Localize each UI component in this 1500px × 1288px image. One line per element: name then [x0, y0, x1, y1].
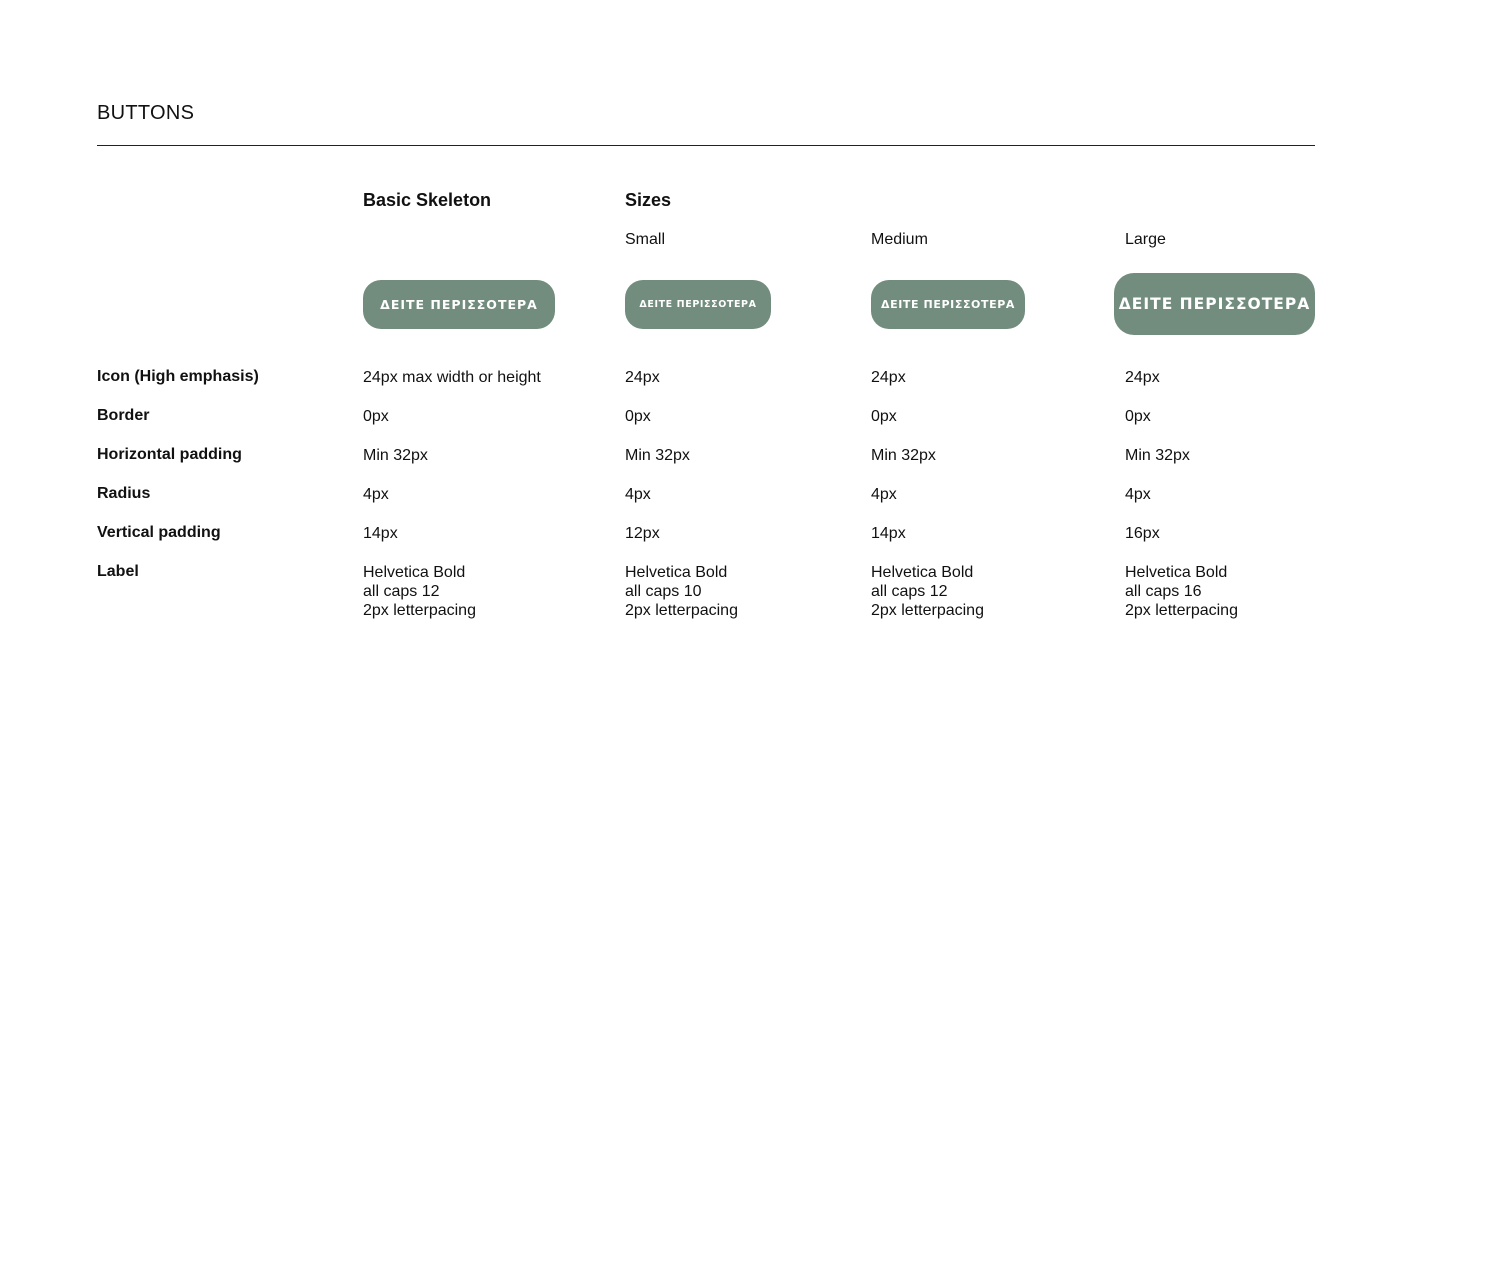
- row-label-radius: Radius: [97, 485, 151, 502]
- label-small-font: Helvetica Bold: [625, 564, 728, 581]
- title-divider: [97, 145, 1315, 146]
- small-button[interactable]: ΔΕΙΤΕ ΠΕΡΙΣΣΟΤΕΡΑ: [625, 280, 771, 329]
- size-label-large: Large: [1125, 231, 1166, 248]
- icon-medium-value: 24px: [871, 369, 906, 386]
- icon-small-value: 24px: [625, 369, 660, 386]
- vertical-padding-basic-value: 14px: [363, 525, 398, 542]
- horizontal-padding-basic-value: Min 32px: [363, 447, 428, 464]
- size-label-medium: Medium: [871, 231, 928, 248]
- basic-skeleton-heading: Basic Skeleton: [363, 190, 492, 210]
- vertical-padding-large-value: 16px: [1125, 525, 1160, 542]
- radius-large-value: 4px: [1125, 486, 1151, 503]
- label-basic-font: Helvetica Bold: [363, 564, 466, 581]
- row-label-label: Label: [97, 563, 139, 580]
- label-basic-caps: all caps 12: [363, 583, 440, 600]
- label-basic-value: [363, 563, 476, 620]
- horizontal-padding-small-value: Min 32px: [625, 447, 690, 464]
- row-label-border: Border: [97, 407, 150, 424]
- horizontal-padding-large-value: Min 32px: [1125, 447, 1190, 464]
- radius-medium-value: 4px: [871, 486, 897, 503]
- label-small-spacing: 2px letterpacing: [625, 602, 738, 619]
- icon-large-value: 24px: [1125, 369, 1160, 386]
- label-large-value: [1125, 563, 1238, 620]
- sizes-heading: Sizes: [625, 190, 672, 210]
- label-medium-value: [871, 563, 984, 620]
- vertical-padding-medium-value: 14px: [871, 525, 906, 542]
- row-label-horizontal-padding: Horizontal padding: [97, 446, 242, 463]
- label-large-font: Helvetica Bold: [1125, 564, 1228, 581]
- label-medium-spacing: 2px letterpacing: [871, 602, 984, 619]
- label-medium-font: Helvetica Bold: [871, 564, 974, 581]
- vertical-padding-small-value: 12px: [625, 525, 660, 542]
- row-label-vertical-padding: Vertical padding: [97, 524, 221, 541]
- page-title: BUTTONS: [97, 102, 195, 124]
- label-medium-caps: all caps 12: [871, 583, 948, 600]
- label-small-caps: all caps 10: [625, 583, 702, 600]
- row-label-icon: Icon (High emphasis): [97, 368, 259, 385]
- horizontal-padding-medium-value: Min 32px: [871, 447, 936, 464]
- radius-small-value: 4px: [625, 486, 651, 503]
- border-basic-value: 0px: [363, 408, 389, 425]
- border-small-value: 0px: [625, 408, 651, 425]
- label-large-caps: all caps 16: [1125, 583, 1202, 600]
- border-medium-value: 0px: [871, 408, 897, 425]
- size-label-small: Small: [625, 231, 666, 248]
- radius-basic-value: 4px: [363, 486, 389, 503]
- label-basic-spacing: 2px letterpacing: [363, 602, 476, 619]
- label-small-value: [625, 563, 738, 620]
- label-large-spacing: 2px letterpacing: [1125, 602, 1238, 619]
- border-large-value: 0px: [1125, 408, 1151, 425]
- icon-basic-value: 24px max width or height: [363, 369, 541, 386]
- basic-skeleton-button[interactable]: ΔΕΙΤΕ ΠΕΡΙΣΣΟΤΕΡΑ: [363, 280, 555, 329]
- medium-button[interactable]: ΔΕΙΤΕ ΠΕΡΙΣΣΟΤΕΡΑ: [871, 280, 1025, 329]
- large-button[interactable]: ΔΕΙΤΕ ΠΕΡΙΣΣΟΤΕΡΑ: [1114, 273, 1315, 335]
